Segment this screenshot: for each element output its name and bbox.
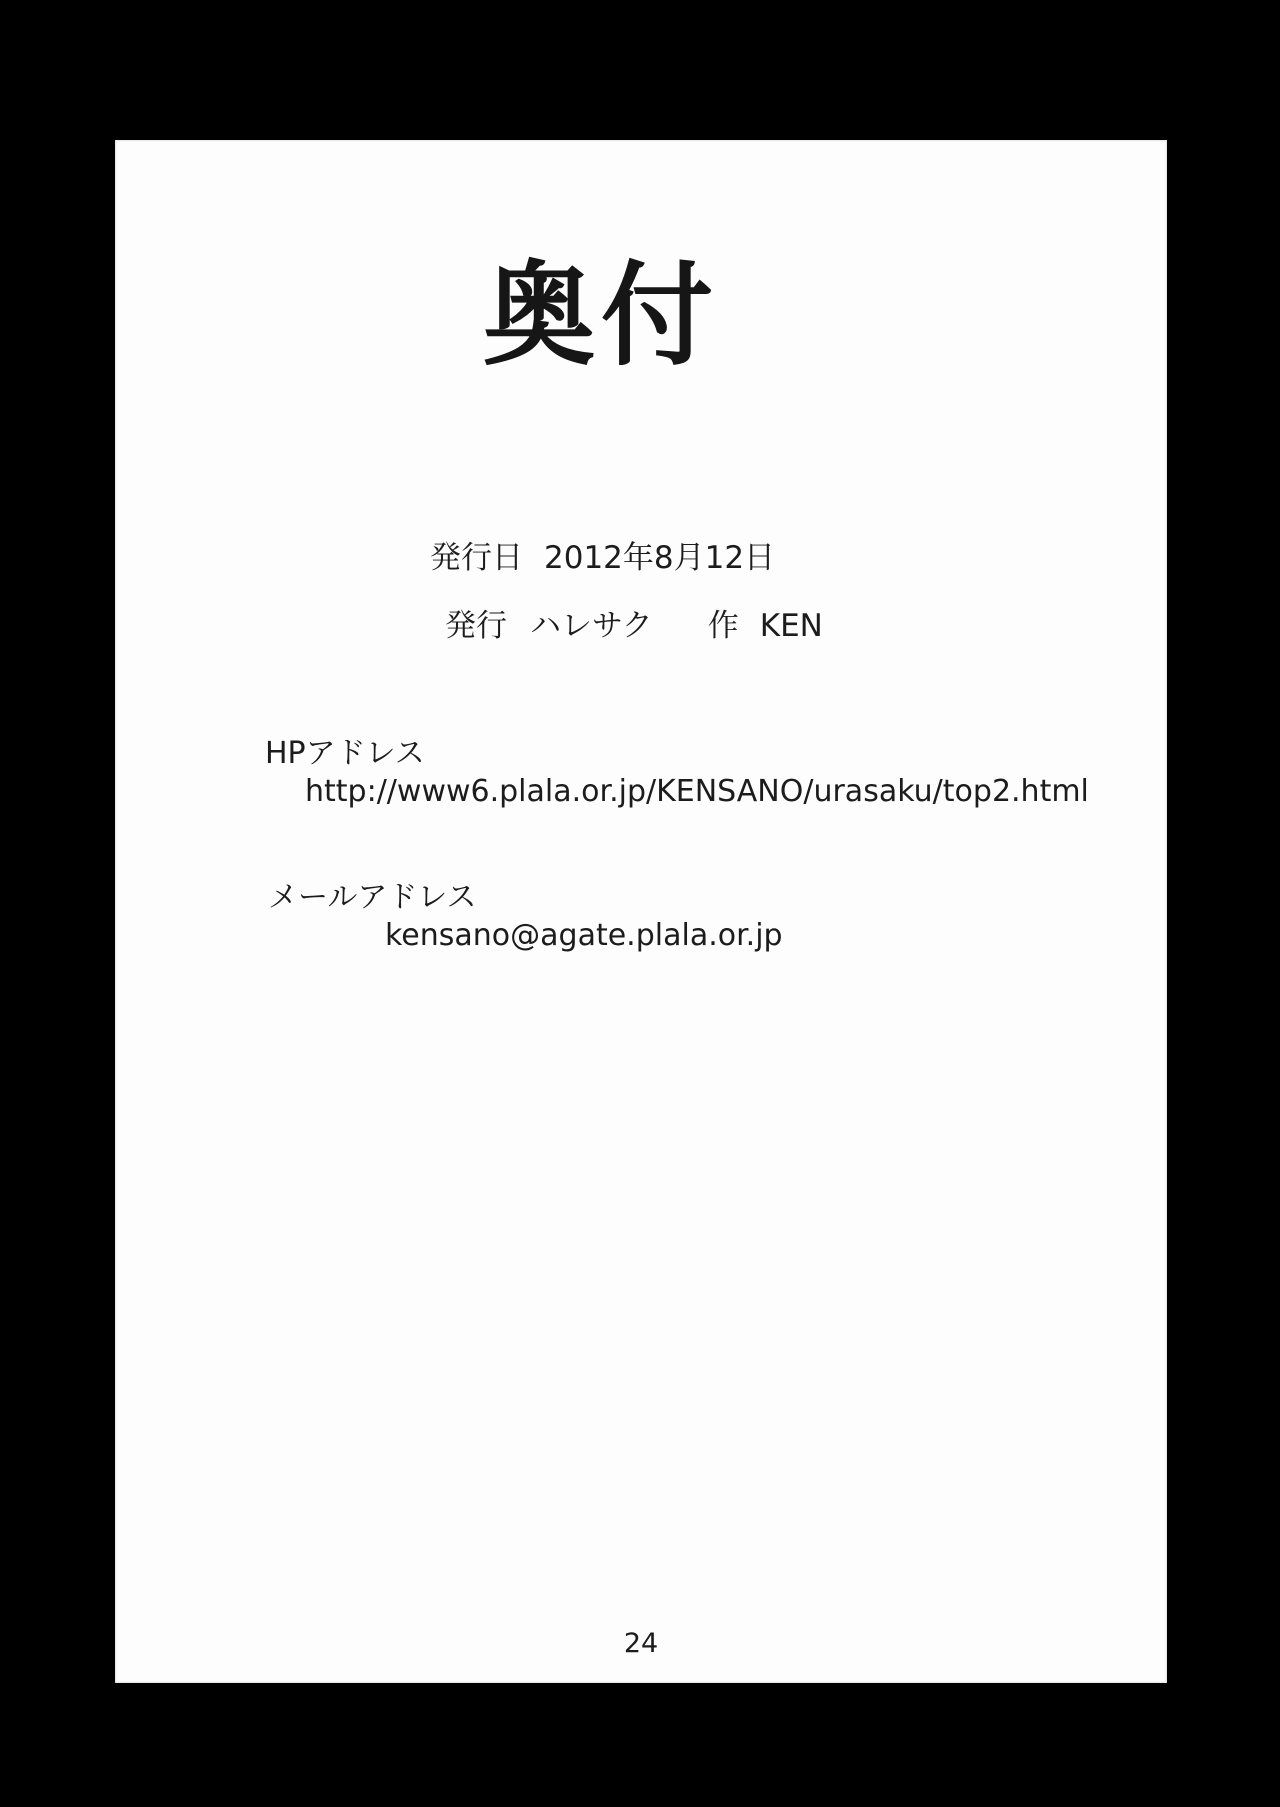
publisher-label: 発行	[445, 608, 507, 644]
publication-credits-line	[445, 600, 823, 645]
page-title: 奥付	[483, 251, 719, 381]
page-number: 24	[623, 1628, 659, 1659]
publication-date-value: 2012年8月12日	[544, 540, 776, 576]
author-label: 作	[707, 608, 739, 644]
email-label: メールアドレス	[268, 880, 477, 915]
email-address: kensano@agate.plala.or.jp	[385, 918, 783, 953]
publication-date-label: 発行日	[430, 540, 523, 576]
author-value: KEN	[759, 608, 823, 644]
website-url: http://www6.plala.or.jp/KENSANO/urasaku/top2.html	[305, 774, 1089, 809]
colophon-page	[115, 140, 1167, 1683]
publisher-value: ハレサク	[530, 608, 653, 644]
website-label: HPアドレス	[265, 736, 425, 771]
publication-date-line	[430, 532, 775, 577]
